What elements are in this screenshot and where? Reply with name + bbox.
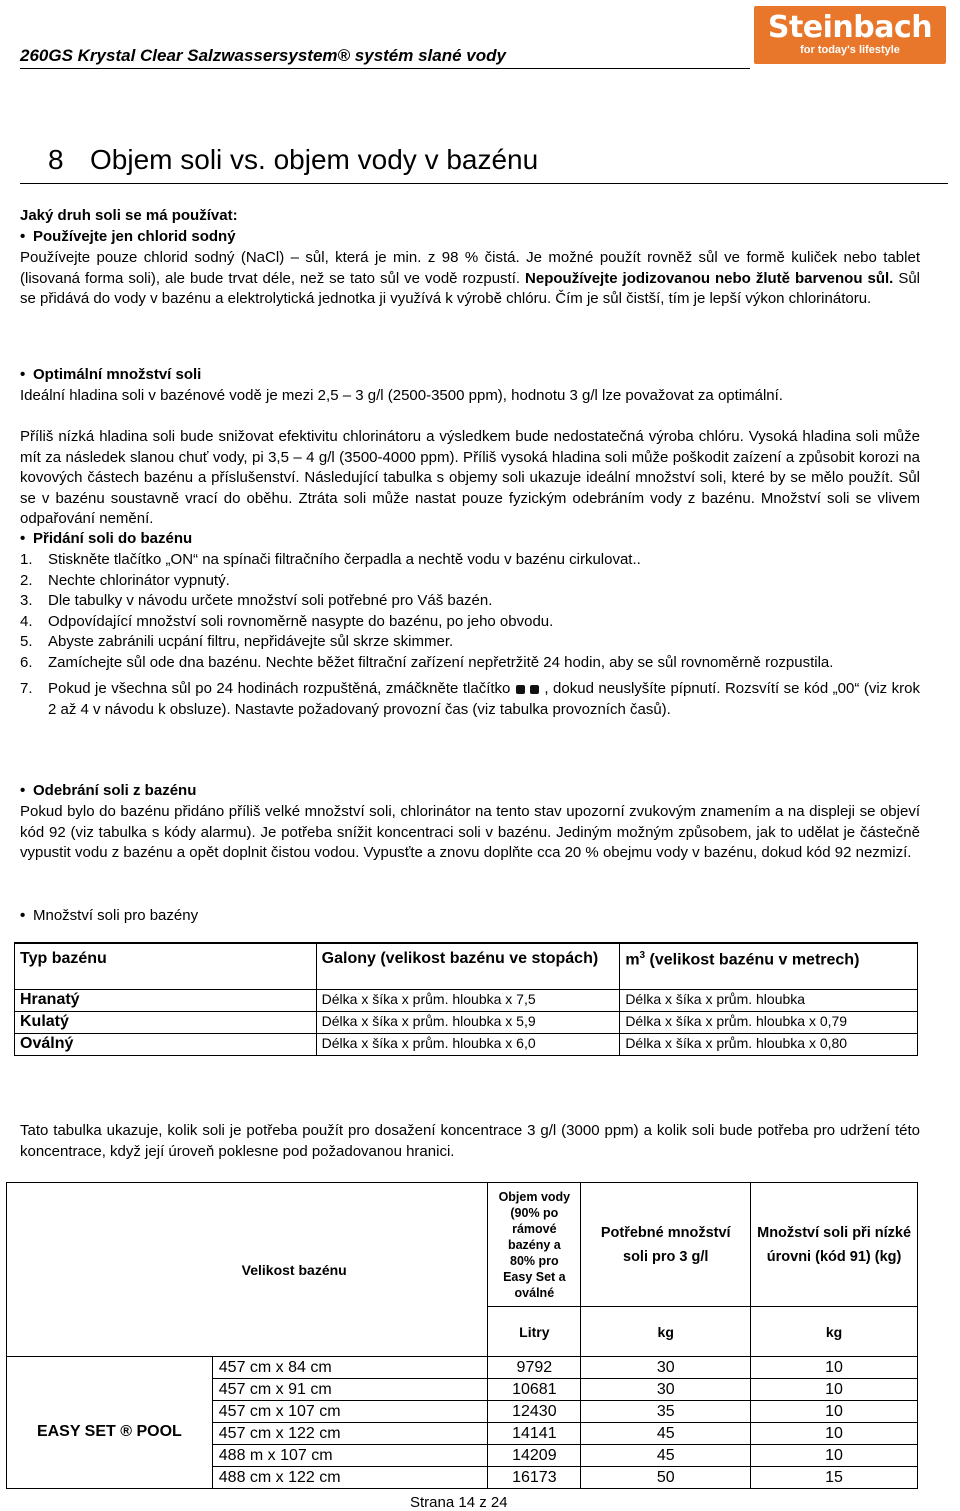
unit-litres: Litry: [488, 1307, 581, 1357]
step-text: [48, 679, 920, 720]
salt-kg-cell: 50: [581, 1467, 751, 1489]
steinbach-logo: [754, 6, 946, 64]
salt-amount-table: [6, 1182, 918, 1489]
step-number: 6.: [20, 653, 33, 671]
pool-size-cell: 457 cm x 84 cm: [212, 1357, 488, 1379]
section-title: Objem soli vs. objem vody v bazénu: [90, 144, 539, 175]
low-salt-kg-cell: 15: [751, 1467, 918, 1489]
column-header-size: Velikost bazénu: [7, 1183, 488, 1357]
gallons-formula-cell: Délka x šíka x prům. hloubka x 5,9: [316, 1011, 620, 1033]
table-row: [15, 989, 918, 1011]
optimal-paragraph-2: Příliš nízká hladina soli bude snižovat efektivitu chlorinátoru a výsledkem bude nedostatečná výroba chlóru. Vysoká hladina soli může mít za následek slanou chuť vody, pi 3,5 – 4 g/l (3500-4000 ppm). Příliš vysoká hladina soli může poškodit zaízení a způsobit korozi na kovových částech bazénu a příslušenství. Následující tabulka s objemy soli ukazuje ideální množství soli, které by se mělo použít. Sůl se v bazénu soustavně vrací do oběhu. Ztráta soli může nastat pouze fyzickým odebráním vody z bazénu. Množství soli se vlivem odpařování nemění.: [20, 428, 920, 527]
adding-steps: [20, 550, 920, 720]
litres-cell: 16173: [488, 1467, 581, 1489]
column-header: Galony (velikost bazénu ve stopách): [316, 943, 620, 989]
gallons-formula-cell: Délka x šíka x prům. hloubka x 6,0: [316, 1033, 620, 1055]
optimal-heading: [20, 365, 920, 386]
list-item: [20, 679, 920, 720]
heading-text: Odebrání soli z bazénu: [33, 782, 197, 799]
litres-cell: 12430: [488, 1401, 581, 1423]
step-number: 4.: [20, 612, 33, 630]
bullet-sodium-chloride: [20, 227, 920, 248]
m3-formula-cell: Délka x šíka x prům. hloubka x 0,79: [620, 1011, 918, 1033]
litres-cell: 9792: [488, 1357, 581, 1379]
table-row: [15, 1033, 918, 1055]
low-salt-kg-cell: 10: [751, 1357, 918, 1379]
low-salt-kg-cell: 10: [751, 1379, 918, 1401]
gallons-formula-cell: Délka x šíka x prům. hloubka x 7,5: [316, 989, 620, 1011]
low-salt-kg-cell: 10: [751, 1445, 918, 1467]
page-header: [20, 0, 948, 72]
step-text: Zamíchejte sůl ode dna bazénu. Nechte běžet filtrační zařízení nepřetržitě 24 hodin, aby se sůl rovnoměrně rozpustila.: [48, 653, 834, 671]
removal-paragraph: Pokud bylo do bazénu přidáno příliš velké množství soli, chlorinátor na tento stav upozorní zvukovým znamením a na displeji se objeví kód 92 (viz tabulka s kódy alarmu). Je potřeba snížit koncentraci soli v bazénu. Jediným možným způsobem, jak to udělat je částečně vypustit vodu z bazénu a opět doplnit čistou vodou. Vypusťte a znovu doplňte cca 20 % obejmu vody v bazénu, dokud kód 92 nezmizí.: [20, 803, 920, 861]
m3-formula-cell: Délka x šíka x prům. hloubka x 0,80: [620, 1033, 918, 1055]
intro-text-end: Sůl se přidává do vody v bazénu a elektrolytická jednotka ji využívá k výrobě chlóru. Čím je sůl čistší, tím je lepší výkon chlorinátoru.: [20, 269, 920, 307]
salt-kg-cell: 45: [581, 1423, 751, 1445]
step-number: 5.: [20, 633, 33, 650]
pool-size-cell: 457 cm x 107 cm: [212, 1401, 488, 1423]
step-text: Dle tabulky v návodu určete množství soli potřebné pro Váš bazén.: [48, 592, 493, 609]
optimal-paragraph-1: Ideální hladina soli v bazénové vodě je mezi 2,5 – 3 g/l (2500-3500 ppm), hodnotu 3 g/l lze považovat za optimální.: [20, 387, 783, 404]
table-row: [15, 1011, 918, 1033]
column-header-salt: Potřebné množství soli pro 3 g/l: [581, 1183, 751, 1307]
litres-cell: 14209: [488, 1445, 581, 1467]
pool-type-cell: Hranatý: [15, 989, 317, 1011]
column-header-volume: Objem vody (90% po rámové bazény a 80% pro Easy Set a oválné: [488, 1183, 581, 1307]
bullet-text: Používejte jen chlorid sodný: [33, 228, 236, 245]
salt-kg-cell: 35: [581, 1401, 751, 1423]
step-number: 3.: [20, 592, 33, 609]
logo-wordmark: Steinbach: [767, 10, 933, 45]
pool-volume-formula-table: [14, 942, 918, 1056]
header-divider: [20, 68, 750, 69]
list-item: [20, 550, 920, 571]
salt-kg-cell: 45: [581, 1445, 751, 1467]
document-title: 260GS Krystal Clear Salzwassersystem® systém slané vody: [20, 46, 506, 65]
header-text-rest: (velikost bazénu v metrech): [645, 951, 860, 969]
step-text: Stiskněte tlačítko „ON“ na spínači filtračního čerpadla a nechtě vodu v bazénu cirkulovat..: [48, 551, 641, 568]
list-item: [20, 571, 920, 592]
removal-heading: [20, 781, 920, 802]
column-header-low: Množství soli při nízké úrovni (kód 91) (kg): [751, 1183, 918, 1307]
header-superscript: 3: [639, 950, 646, 961]
column-header: Typ bazénu: [15, 943, 317, 989]
salt-kg-cell: 30: [581, 1357, 751, 1379]
adding-heading: [20, 529, 920, 550]
column-header: [620, 943, 918, 989]
step-number: 1.: [20, 551, 33, 568]
lock-button-icon: [510, 679, 544, 695]
step-text: Abyste zabránili ucpání filtru, nepřidávejte sůl skrze skimmer.: [48, 633, 454, 650]
pool-size-cell: 457 cm x 122 cm: [212, 1423, 488, 1445]
step-number: 7.: [20, 680, 33, 697]
pool-group-cell: EASY SET ® POOL: [7, 1357, 213, 1489]
table-explanation: Tato tabulka ukazuje, kolik soli je potřeba použít pro dosažení koncentrace 3 g/l (3000 ppm) a kolik soli bude potřeba pro udržení této koncentrace, když její úroveň poklesne pod požadovanou hranici.: [20, 1122, 920, 1160]
list-item: [20, 591, 920, 612]
section-number: 8: [48, 144, 64, 175]
heading-text: Přidání soli do bazénu: [33, 530, 193, 547]
list-item: [20, 632, 920, 653]
low-salt-kg-cell: 10: [751, 1423, 918, 1445]
pool-type-cell: Kulatý: [15, 1011, 317, 1033]
step7-text-a: Pokud je všechna sůl po 24 hodinách rozpuštěná, zmáčkněte tlačítko: [48, 680, 511, 697]
list-item: [20, 653, 920, 674]
section-heading: [20, 144, 948, 184]
unit-kg: kg: [751, 1307, 918, 1357]
volume-heading: [20, 906, 920, 927]
low-salt-kg-cell: 10: [751, 1401, 918, 1423]
heading-text: Množství soli pro bazény: [33, 907, 199, 924]
litres-cell: 10681: [488, 1379, 581, 1401]
litres-cell: 14141: [488, 1423, 581, 1445]
logo-tagline: for today's lifestyle: [800, 44, 900, 56]
pool-size-cell: 488 m x 107 cm: [212, 1445, 488, 1467]
page-number: Strana 14 z 24: [410, 1494, 508, 1511]
heading-text: Optimální množství soli: [33, 366, 202, 383]
m3-formula-cell: Délka x šíka x prům. hloubka: [620, 989, 918, 1011]
header-text: m: [625, 951, 640, 969]
table-header-row: [7, 1183, 918, 1307]
step-number: 2.: [20, 571, 33, 589]
pool-size-cell: 457 cm x 91 cm: [212, 1379, 488, 1401]
salt-type-question: Jaký druh soli se má používat:: [20, 207, 238, 224]
unit-kg: kg: [581, 1307, 751, 1357]
intro-paragraph: [20, 248, 920, 310]
salt-kg-cell: 30: [581, 1379, 751, 1401]
intro-warning: Nepoužívejte jodizovanou nebo žlutě barvenou sůl.: [525, 269, 894, 287]
intro-text: Používejte pouze chlorid sodný (NaCl) – sůl, která je min. z 98 % čistá. Je možné použít rovněž sůl ve formě kuliček nebo tablet (lisovaná forma soli), ale bude trvat déle, než se tato sůl ve vodě rozpustí.: [20, 249, 920, 287]
table-header-row: [15, 943, 918, 989]
pool-size-cell: 488 cm x 122 cm: [212, 1467, 488, 1489]
step-text: Nechte chlorinátor vypnutý.: [48, 571, 230, 589]
step-text: Odpovídající množství soli rovnoměrně nasypte do bazénu, po jeho obvodu.: [48, 612, 554, 630]
pool-type-cell: Oválný: [15, 1033, 317, 1055]
table-row: [7, 1357, 918, 1379]
list-item: [20, 612, 920, 633]
step7-text-b: , dokud neuslyšíte pípnutí. Rozsvítí se kód „00“ (viz krok 2 až 4 v návodu k obsluze). Nastavte požadovaný provozní čas (viz tabulka provozních časů).: [48, 680, 920, 718]
